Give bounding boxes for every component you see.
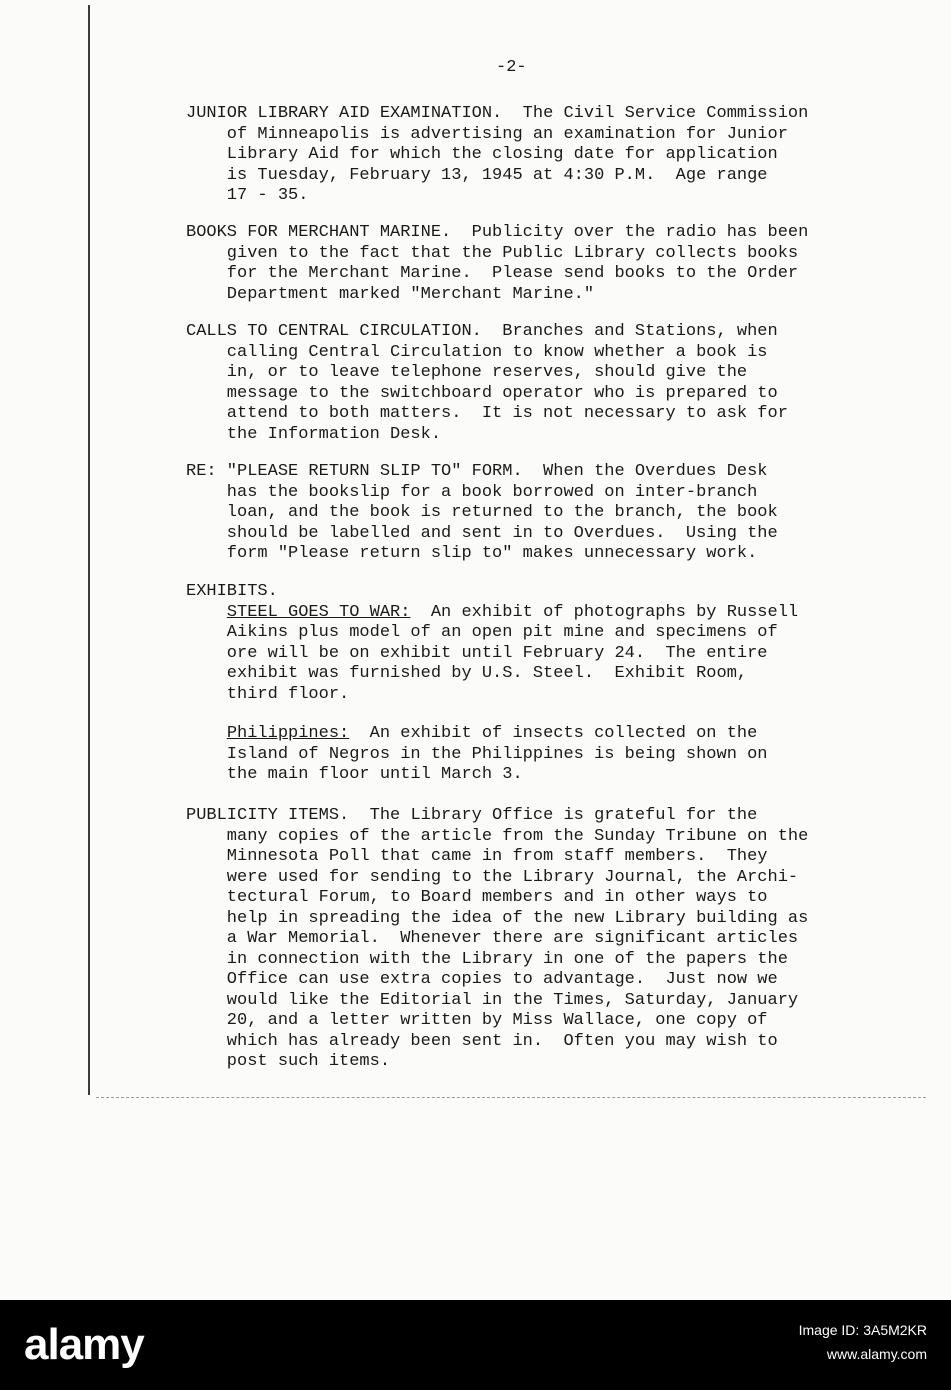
exhibit-line: Island of Negros in the Philippines is being shown on (186, 744, 768, 764)
section-exhibits (186, 582, 926, 705)
exhibit-title: Philippines: (226, 724, 350, 743)
section-first-line: The Civil Service Commission (502, 104, 809, 123)
section-first-line: Branches and Stations, when (481, 322, 778, 341)
section-calls-central-circulation (186, 322, 926, 445)
section-line: Minnesota Poll that came in from staff members. They (186, 847, 768, 866)
page-number: -2- (496, 58, 527, 77)
section-first-line: When the Overdues Desk (522, 462, 768, 481)
exhibit-first-line: An exhibit of insects collected on the (349, 724, 758, 743)
section-heading: CALLS TO CENTRAL CIRCULATION. (186, 322, 482, 341)
exhibit-line: Aikins plus model of an open pit mine and specimens of (186, 623, 778, 642)
section-line: for the Merchant Marine. Please send books to the Order (186, 264, 799, 283)
section-line: many copies of the article from the Sunday Tribune on the (186, 826, 809, 846)
section-line: message to the switchboard operator who is prepared to (186, 383, 778, 403)
alamy-logo: alamy (24, 1320, 144, 1369)
watermark-bar (0, 1300, 951, 1390)
section-line: were used for sending to the Library Journal, the Archi- (186, 867, 799, 887)
section-line: calling Central Circulation to know whether a book is (186, 342, 768, 362)
section-heading: BOOKS FOR MERCHANT MARINE. (186, 223, 452, 242)
exhibit-first-line: An exhibit of photographs by Russell (410, 602, 799, 622)
exhibit-philippines (186, 724, 926, 786)
section-heading: RE: "PLEASE RETURN SLIP TO" FORM. (186, 462, 523, 481)
section-line: of Minneapolis is advertising an examination for Junior (186, 124, 788, 144)
section-first-line: The Library Office is grateful for the (349, 806, 758, 825)
exhibit-line: exhibit was furnished by U.S. Steel. Exhibit Room, (186, 664, 748, 683)
section-publicity-items (186, 806, 926, 1073)
section-first-line: Publicity over the radio has been (451, 223, 809, 242)
section-line: the Information Desk. (186, 424, 442, 444)
image-id: Image ID: 3A5M2KR (798, 1322, 927, 1338)
section-line: 20, and a letter written by Miss Wallace, one copy of (186, 1011, 768, 1030)
watermark-url: www.alamy.com (826, 1346, 927, 1362)
left-margin-line (88, 5, 90, 1095)
exhibit-line: third floor. (186, 684, 350, 704)
section-line: should be labelled and sent in to Overdues. Using the (186, 523, 778, 543)
section-line: which has already been sent in. Often you may wish to (186, 1031, 778, 1051)
section-line: form "Please return slip to" makes unnecessary work. (186, 544, 758, 563)
section-line: given to the fact that the Public Library collects books (186, 243, 799, 263)
section-line: Department marked "Merchant Marine." (186, 284, 595, 304)
bottom-rule (96, 1097, 926, 1098)
exhibit-line: the main floor until March 3. (186, 765, 523, 784)
section-line: would like the Editorial in the Times, Saturday, January (186, 990, 799, 1010)
section-junior-library-aid (186, 104, 926, 207)
section-line: tectural Forum, to Board members and in other ways to (186, 888, 768, 907)
section-heading: JUNIOR LIBRARY AID EXAMINATION. (186, 104, 503, 123)
section-line: is Tuesday, February 13, 1945 at 4:30 P.M. Age range (186, 165, 768, 185)
section-please-return-slip (186, 462, 926, 565)
section-books-merchant-marine (186, 223, 926, 305)
exhibit-line: ore will be on exhibit until February 24. The entire (186, 643, 768, 663)
section-line: attend to both matters. It is not necessary to ask for (186, 404, 788, 423)
watermark-meta (799, 1318, 927, 1366)
section-line: Office can use extra copies to advantage. Just now we (186, 970, 778, 989)
section-heading: PUBLICITY ITEMS. (186, 806, 350, 825)
exhibit-title: STEEL GOES TO WAR: (226, 602, 411, 622)
section-line: 17 - 35. (186, 186, 309, 205)
section-line: loan, and the book is returned to the branch, the book (186, 503, 778, 522)
section-line: has the bookslip for a book borrowed on inter-branch (186, 482, 758, 502)
section-line: help in spreading the idea of the new Library building as (186, 908, 809, 928)
section-line: a War Memorial. Whenever there are significant articles (186, 929, 799, 948)
section-heading: EXHIBITS. (186, 582, 278, 601)
section-line: in connection with the Library in one of the papers the (186, 949, 788, 969)
section-line: Library Aid for which the closing date for application (186, 145, 778, 164)
section-line: in, or to leave telephone reserves, should give the (186, 363, 748, 382)
section-line: post such items. (186, 1052, 391, 1071)
